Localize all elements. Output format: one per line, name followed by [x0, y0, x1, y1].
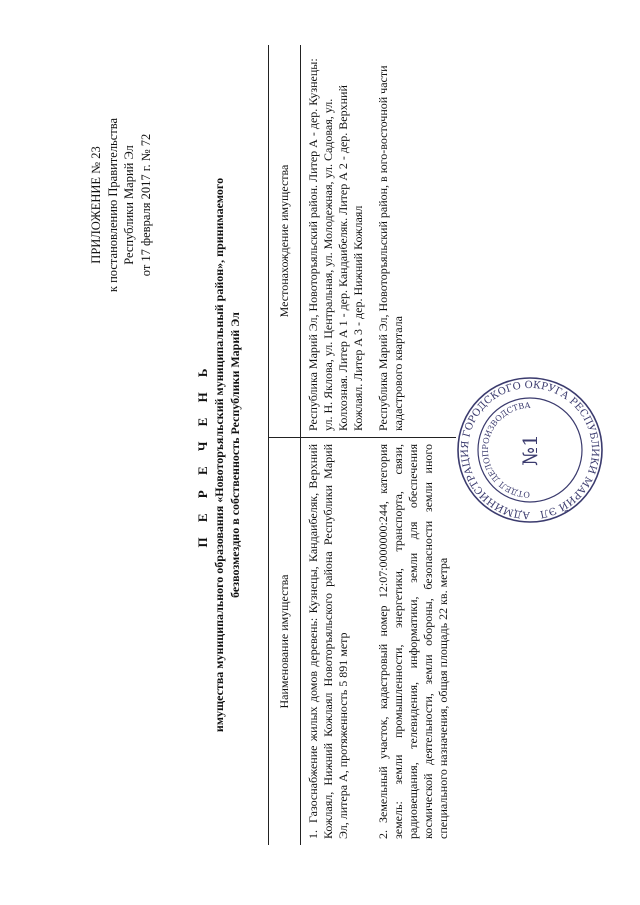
annex-number: ПРИЛОЖЕНИЕ № 23	[89, 146, 103, 264]
table-row	[371, 45, 456, 845]
header-location: Местонахождение имущества	[269, 45, 301, 438]
row-name: Земельный участок, кадастровый номер 12:07:0000000:244, категория земель: земли промышленности, энергетики, транспорта, связи, радиовещания, телевидения, информатики, земли для обеспечения космической деятельности, земли обороны, безопасности земли иного специального назначения, общая площадь 22 кв. метра	[376, 444, 450, 839]
row-number: 1.	[306, 830, 320, 839]
annex-reference: к постановлению Правительства	[105, 117, 120, 293]
table-header-row	[269, 45, 301, 845]
row-1-name-cell	[301, 438, 372, 846]
annex-republic: Республики Марий Эл	[122, 145, 136, 265]
row-location: Республика Марий Эл, Новоторъяльский район. Литер А - дер. Кузнецы: ул. Н. Яклова, ул. Центральная, ул. Молодежная, ул. Садовая, ул. Колхозная. Литер А 1 - дер. Кандаибеляк. Литер А 2 - дер. Верхний Кожлаял. Литер А 3 - дер. Нижний Кожлаял	[301, 45, 372, 438]
document-title	[195, 45, 243, 865]
row-name: Газоснабжение жилых домов деревень: Кузнецы, Кандаибеляк, Верхний Кожлаял, Нижний Кожлаял Новоторъяльского района Республики Марий Эл, литера А, протяженность 5 891 метр	[306, 444, 350, 839]
annex-block	[88, 50, 154, 360]
title-main: П Е Р Е Ч Е Н Ь	[195, 362, 210, 548]
table-row	[301, 45, 372, 845]
title-line-3: безвозмездно в собственность Республики Марий Эл	[228, 312, 242, 598]
title-line-2: имущества муниципального образования «Новоторъяльский муниципальный район», принимаемого	[212, 177, 226, 733]
official-stamp	[455, 375, 605, 525]
row-location: Республика Марий Эл, Новоторъяльский район, в юго-восточной части кадастрового квартала	[371, 45, 456, 438]
row-2-name-cell	[371, 438, 456, 846]
stamp-number: №1	[518, 434, 542, 466]
stamp-inner-text: ОТДЕЛ ДЕЛОПРОИЗВОДСТВА	[480, 400, 531, 500]
property-table	[268, 45, 456, 845]
annex-date: от 17 февраля 2017 г. № 72	[138, 133, 153, 277]
header-name: Наименование имущества	[269, 438, 301, 846]
row-number: 2.	[376, 830, 390, 839]
stamp-outer-text: АДМИНИСТРАЦИЯ ГОРОДСКОГО ОКРУГА РЕСПУБЛИКИ МАРИЙ ЭЛ	[459, 379, 601, 521]
